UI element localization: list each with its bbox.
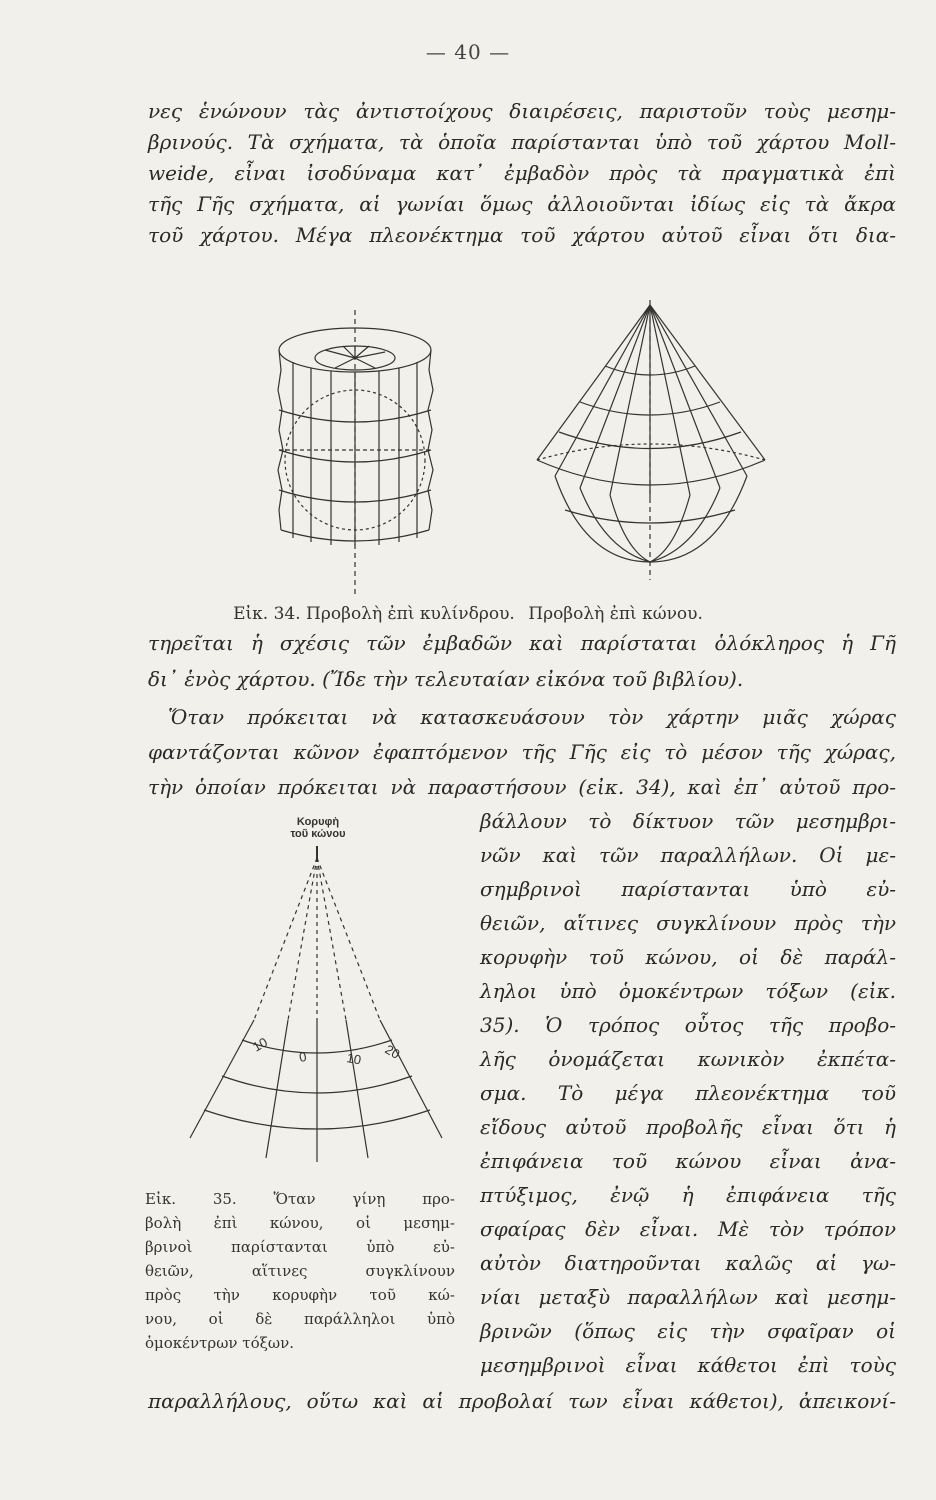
text-line: μεσημβρινοὶ εἶναι κάθετοι ἐπὶ τοὺς bbox=[480, 1353, 896, 1377]
cone-projection-figure bbox=[525, 300, 775, 590]
text-line: κορυφὴν τοῦ κώνου, οἱ δὲ παράλ- bbox=[480, 945, 896, 969]
apex-label-line2: τοῦ κώνου bbox=[290, 828, 346, 840]
text-line: σημβρινοὶ παρίστανται ὑπὸ εὐ- bbox=[480, 877, 896, 901]
text-line: τοῦ χάρτου. Μέγα πλεονέκτημα τοῦ χάρτου αὐτοῦ εἶναι ὅτι δια- bbox=[148, 223, 896, 247]
caption-line: ὁμοκέντρων τόξων. bbox=[145, 1334, 295, 1352]
text-line: δι᾽ ἑνὸς χάρτου. (Ἴδε τὴν τελευταίαν εἰκόνα τοῦ βιβλίου). bbox=[148, 667, 744, 691]
text-line: σμα. Τὸ μέγα πλεονέκτημα τοῦ bbox=[480, 1081, 896, 1105]
text-line: αὐτὸν διατηροῦνται καλῶς αἱ γω- bbox=[480, 1251, 896, 1275]
text-line: φαντάζονται κῶνον ἐφαπτόμενον τῆς Γῆς εἰς τὸ μέσον τῆς χώρας, bbox=[148, 740, 896, 764]
cylinder-projection-figure bbox=[265, 310, 445, 600]
text-line: βρινῶν (ὅπως εἰς τὴν σφαῖραν οἱ bbox=[480, 1319, 896, 1343]
caption-line: νου, οἱ δὲ παράλληλοι ὑπὸ bbox=[145, 1310, 455, 1328]
text-line: Ὅταν πρόκειται νὰ κατασκευάσουν τὸν χάρτην μιᾶς χώρας bbox=[168, 705, 896, 729]
figure34-caption bbox=[0, 604, 936, 624]
text-line: τῆς Γῆς σχήματα, αἱ γωνίαι ὅμως ἀλλοιοῦνται ἰδίως εἰς τὰ ἄκρα bbox=[148, 192, 896, 216]
page-number: — 40 — bbox=[425, 40, 511, 64]
text-line: νῶν καὶ τῶν παραλλήλων. Οἱ με- bbox=[480, 843, 896, 867]
text-line: εἴδους αὐτοῦ προβολῆς εἶναι ὅτι ἡ bbox=[480, 1115, 896, 1139]
text-line: θειῶν, αἵτινες συγκλίνουν πρὸς τὴν bbox=[480, 911, 896, 935]
text-line: 35). Ὁ τρόπος οὗτος τῆς προβο- bbox=[480, 1013, 896, 1037]
caption-line: θειῶν, αἵτινες συγκλίνουν bbox=[145, 1262, 455, 1280]
text-line: βρινούς. Τὰ σχήματα, τὰ ὁποῖα παρίστανται ὑπὸ τοῦ χάρτου Moll- bbox=[148, 130, 896, 154]
meridian-label: 0 bbox=[297, 1048, 308, 1065]
text-line: νίαι μεταξὺ παραλλήλων καὶ μεσημ- bbox=[480, 1285, 896, 1309]
text-line: weide, εἶναι ἰσοδύναμα κατ᾽ ἐμβαδὸν πρὸς τὰ πραγματικὰ ἐπὶ bbox=[148, 161, 896, 185]
meridian-label: 10 bbox=[250, 1034, 271, 1055]
last-line: παραλλήλους, οὕτω καὶ αἱ προβολαί των εἶναι κάθετοι), ἀπεικονί- bbox=[148, 1389, 896, 1413]
text-line: τὴν ὁποίαν πρόκειται νὰ παραστήσουν (εἰκ. 34), καὶ ἐπ᾽ αὐτοῦ προ- bbox=[148, 775, 896, 799]
figure34-caption-right: Προβολὴ ἐπὶ κώνου. bbox=[528, 604, 703, 624]
caption-line: πρὸς τὴν κορυφὴν τοῦ κώ- bbox=[145, 1286, 455, 1304]
text-line: σφαίρας δὲν εἶναι. Μὲ τὸν τρόπον bbox=[480, 1217, 896, 1241]
meridian-label: 10 bbox=[345, 1050, 363, 1068]
text-line: ληλοι ὑπὸ ὁμοκέντρων τόξων (εἰκ. bbox=[480, 979, 896, 1003]
apex-label bbox=[278, 816, 358, 840]
caption-line: Εἰκ. 35. Ὅταν γίνῃ προ- bbox=[145, 1190, 455, 1208]
text-line: τηρεῖται ἡ σχέσις τῶν ἐμβαδῶν καὶ παρίσταται ὁλόκληρος ἡ Γῆ bbox=[148, 631, 896, 655]
text-line: πτύξιμος, ἐνῷ ἡ ἐπιφάνεια τῆς bbox=[480, 1183, 896, 1207]
apex-label-line1: Κορυφὴ bbox=[296, 816, 340, 828]
text-line: βάλλουν τὸ δίκτυον τῶν μεσημβρι- bbox=[480, 809, 896, 833]
meridian-label: 20 bbox=[382, 1041, 403, 1062]
text-line: ἐπιφάνεια τοῦ κώνου εἶναι ἀνα- bbox=[480, 1149, 896, 1173]
caption-line: βολὴ ἐπὶ κώνου, οἱ μεσημ- bbox=[145, 1214, 455, 1232]
text-line: νες ἑνώνουν τὰς ἀντιστοίχους διαιρέσεις, παριστοῦν τοὺς μεσημ- bbox=[148, 99, 896, 123]
figure34-caption-left: Εἰκ. 34. Προβολὴ ἐπὶ κυλίνδρου. bbox=[233, 604, 515, 624]
conic-projection-diagram bbox=[170, 840, 460, 1170]
caption-line: βρινοὶ παρίστανται ὑπὸ εὐ- bbox=[145, 1238, 455, 1256]
text-line: λῆς ὀνομάζεται κωνικὸν ἐκπέτα- bbox=[480, 1047, 896, 1071]
